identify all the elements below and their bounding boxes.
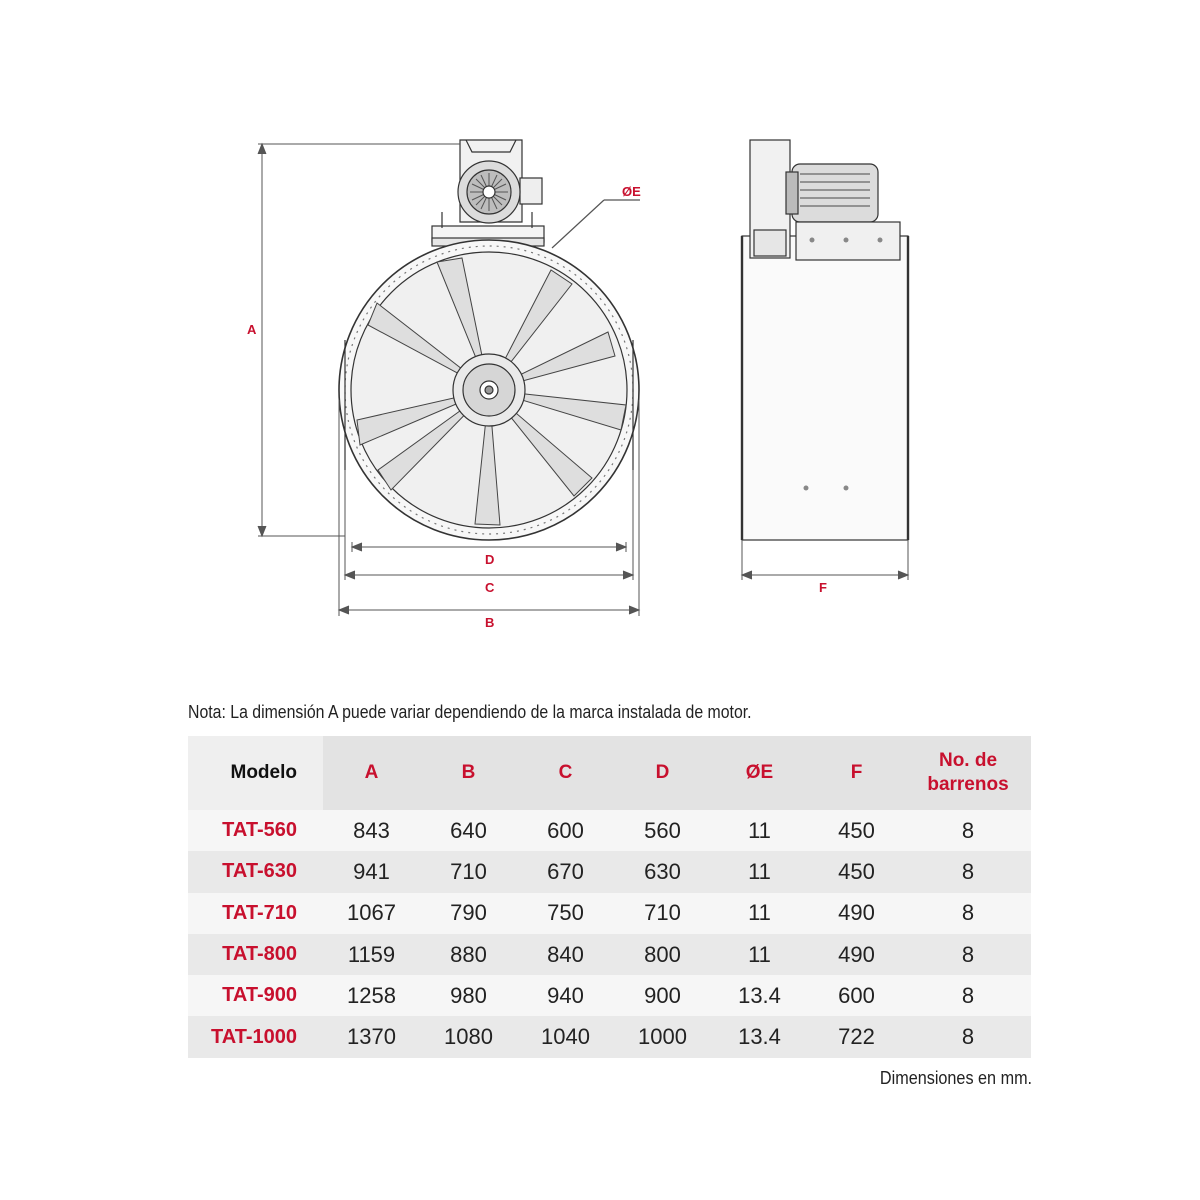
cell-a: 843: [323, 810, 420, 851]
cell-d: 560: [614, 810, 711, 851]
cell-holes: 8: [905, 810, 1031, 851]
cell-f: 490: [808, 934, 905, 975]
cell-model: TAT-710: [188, 893, 323, 934]
cell-b: 710: [420, 851, 517, 892]
cell-d: 800: [614, 934, 711, 975]
cell-model: TAT-900: [188, 975, 323, 1016]
cell-b: 1080: [420, 1016, 517, 1057]
cell-e: 11: [711, 934, 808, 975]
cell-d: 900: [614, 975, 711, 1016]
cell-a: 1159: [323, 934, 420, 975]
cell-e: 11: [711, 893, 808, 934]
table-row: [188, 1016, 1031, 1057]
cell-holes: 8: [905, 893, 1031, 934]
cell-d: 630: [614, 851, 711, 892]
cell-f: 450: [808, 810, 905, 851]
cell-a: 1370: [323, 1016, 420, 1057]
table-row: [188, 975, 1031, 1016]
cell-c: 670: [517, 851, 614, 892]
cell-f: 490: [808, 893, 905, 934]
cell-e: 11: [711, 851, 808, 892]
cell-a: 1258: [323, 975, 420, 1016]
cell-model: TAT-630: [188, 851, 323, 892]
label-c: C: [485, 580, 495, 595]
cell-d: 710: [614, 893, 711, 934]
label-a: A: [247, 322, 257, 337]
cell-c: 840: [517, 934, 614, 975]
cell-holes: 8: [905, 934, 1031, 975]
header-b: B: [420, 736, 517, 810]
header-d: D: [614, 736, 711, 810]
header-c: C: [517, 736, 614, 810]
cell-b: 880: [420, 934, 517, 975]
front-view: [339, 140, 640, 540]
dimensions-table: [188, 736, 1031, 1058]
table-row: [188, 893, 1031, 934]
cell-e: 13.4: [711, 1016, 808, 1057]
table-body: [188, 810, 1031, 1058]
cell-a: 1067: [323, 893, 420, 934]
cell-f: 722: [808, 1016, 905, 1057]
cell-c: 750: [517, 893, 614, 934]
header-holes-line1: No. de: [938, 750, 998, 771]
header-e: ØE: [711, 736, 808, 810]
dimension-note: Nota: La dimensión A puede variar dependiendo de la marca instalada de motor.: [188, 702, 752, 722]
label-b: B: [485, 615, 495, 630]
cell-d: 1000: [614, 1016, 711, 1057]
cell-b: 790: [420, 893, 517, 934]
cell-a: 941: [323, 851, 420, 892]
cell-f: 450: [808, 851, 905, 892]
units-footnote: Dimensiones en mm.: [879, 1068, 1032, 1088]
header-f: F: [808, 736, 905, 810]
cell-b: 980: [420, 975, 517, 1016]
label-e: ØE: [622, 184, 641, 199]
table-row: [188, 934, 1031, 975]
label-d: D: [485, 552, 495, 567]
cell-c: 600: [517, 810, 614, 851]
header-holes: [905, 736, 1031, 810]
side-view: [742, 140, 908, 540]
cell-holes: 8: [905, 851, 1031, 892]
table-header-row: [188, 736, 1031, 810]
table-row: [188, 810, 1031, 851]
cell-b: 640: [420, 810, 517, 851]
table-row: [188, 851, 1031, 892]
cell-holes: 8: [905, 975, 1031, 1016]
cell-c: 940: [517, 975, 614, 1016]
cell-f: 600: [808, 975, 905, 1016]
cell-model: TAT-800: [188, 934, 323, 975]
header-model: Modelo: [188, 736, 323, 810]
cell-e: 11: [711, 810, 808, 851]
label-f: F: [819, 580, 827, 595]
cell-c: 1040: [517, 1016, 614, 1057]
cell-model: TAT-1000: [188, 1016, 323, 1057]
cell-model: TAT-560: [188, 810, 323, 851]
header-a: A: [323, 736, 420, 810]
header-holes-line2: barrenos: [927, 774, 1009, 795]
cell-e: 13.4: [711, 975, 808, 1016]
cell-holes: 8: [905, 1016, 1031, 1057]
